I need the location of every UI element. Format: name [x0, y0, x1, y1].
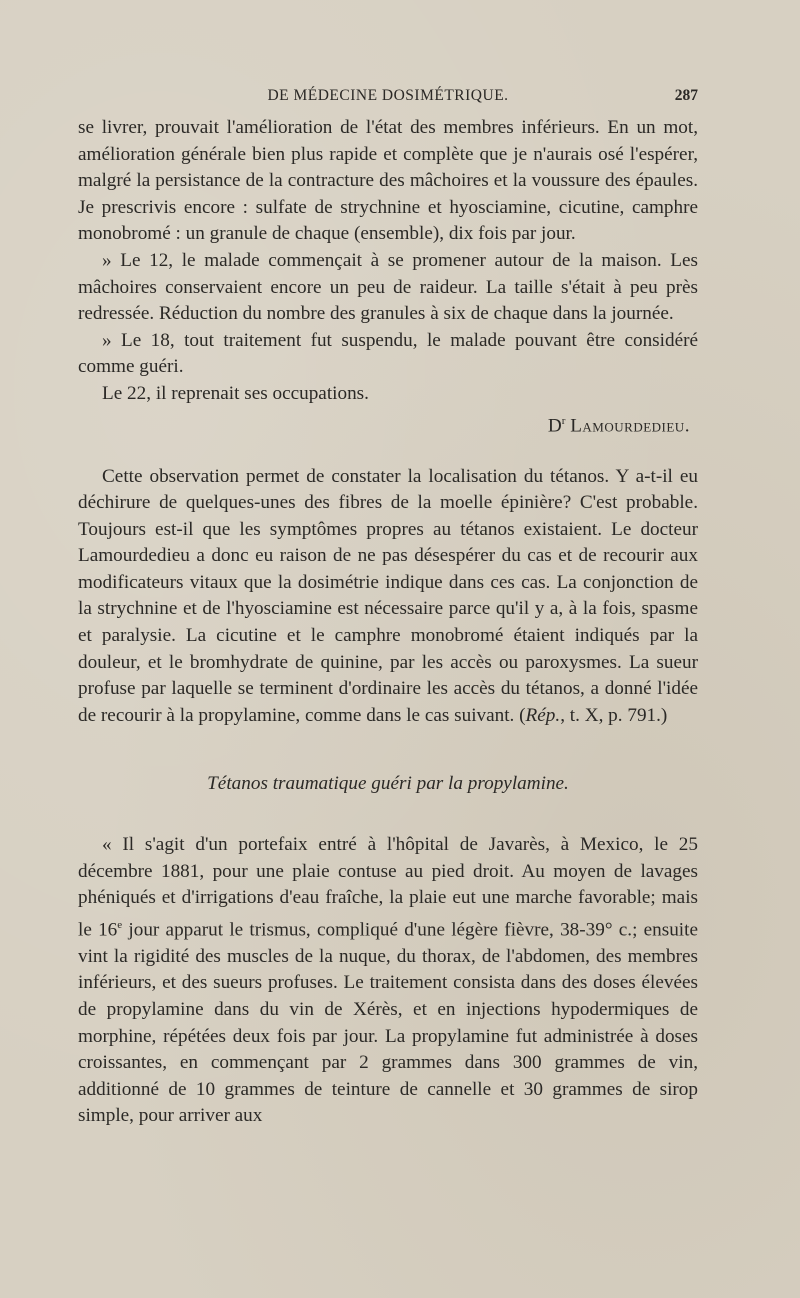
- author-signature: [78, 408, 698, 440]
- running-header: [78, 84, 698, 108]
- case-report-superscript: e: [117, 918, 123, 931]
- spacer: [78, 440, 698, 464]
- case-report-text: « Il s'agit d'un portefaix entré à l'hôpital de Javarès, à Mexico, le 25 décembre 1881, pour une plaie contuse au pied droit. Au moyen de lavages phéniqués et d'irrigations d'eau fraîche, la plaie eut une marche favorable; mais le 16: [78, 834, 698, 941]
- commentary-reference-tail: , t. X, p. 791.): [560, 704, 668, 726]
- paragraph-case-report: [78, 832, 698, 1130]
- commentary-text: Cette observation permet de constater la localisation du tétanos. Y a-t-il eu déchirure de quelques-unes des fibres de la moelle épinière? C'est probable. Toujours est-il que les symptômes propres au tétanos existaient. Le docteur Lamourdedieu a donc eu raison de ne pas désespérer du cas et de recourir aux modificateurs vitaux que la dosimétrie indique dans ces cas. La conjonction de la strychnine et de l'hyosciamine est nécessaire parce qu'il y a, à la fois, spasme et paralysie. La cicutine et le camphre monobromé étaient indiqués par la douleur, et le bromhydrate de quinine, par les accès ou paroxysmes. La sueur profuse par laquelle se terminent d'ordinaire les accès du tétanos, a donné l'idée de recourir à la propylamine, comme dans le cas suivant. (: [78, 465, 698, 726]
- paragraph-commentary: [78, 464, 698, 730]
- signature-prefix-sup: r: [561, 414, 566, 427]
- body-text: [78, 115, 698, 1130]
- case-report-tail: jour apparut le trismus, compliqué d'une légère fièvre, 38-39° c.; ensuite vint la rigidité des muscles de la nuque, du thorax, de l'abdomen, des membres inférieurs, et des sueurs profuses. Le traitement consista dans des doses élevées de propylamine dans du vin de Xérès, et en injections hypodermiques de morphine, répétées deux fois par jour. La propylamine fut administrée à doses croissantes, en commençant par 2 grammes dans 300 grammes de vin, additionné de 10 grammes de teinture de cannelle et 30 grammes de sirop simple, pour arriver aux: [78, 919, 698, 1127]
- signature-name: Lamourdedieu.: [570, 414, 690, 436]
- commentary-reference: Rép.: [525, 704, 561, 726]
- running-title: DE MÉDECINE DOSIMÉTRIQUE.: [267, 87, 509, 104]
- paragraph-continuation: se livrer, prouvait l'amélioration de l'état des membres inférieurs. En un mot, amélioration générale bien plus rapide et complète que je n'aurais osé l'espérer, malgré la persistance de la contracture des mâchoires et la voussure des épaules. Je prescrivis encore : sulfate de strychnine et hyosciamine, cicutine, camphre monobromé : un granule de chaque (ensemble), dix fois par jour.: [78, 117, 698, 245]
- section-title: Tétanos traumatique guéri par la propylamine.: [207, 773, 569, 795]
- signature-prefix: D: [547, 414, 562, 436]
- page-number: 287: [674, 87, 698, 104]
- paragraph-day-12: » Le 12, le malade commençait à se promener autour de la maison. Les mâchoires conservaient encore un peu de raideur. La taille s'était à peu près redressée. Réduction du nombre des granules à six de chaque dans la journée.: [78, 249, 698, 325]
- paragraph-day-22: Le 22, il reprenait ses occupations.: [102, 382, 369, 404]
- paragraph-day-18: » Le 18, tout traitement fut suspendu, le malade pouvant être considéré comme guéri.: [78, 329, 698, 378]
